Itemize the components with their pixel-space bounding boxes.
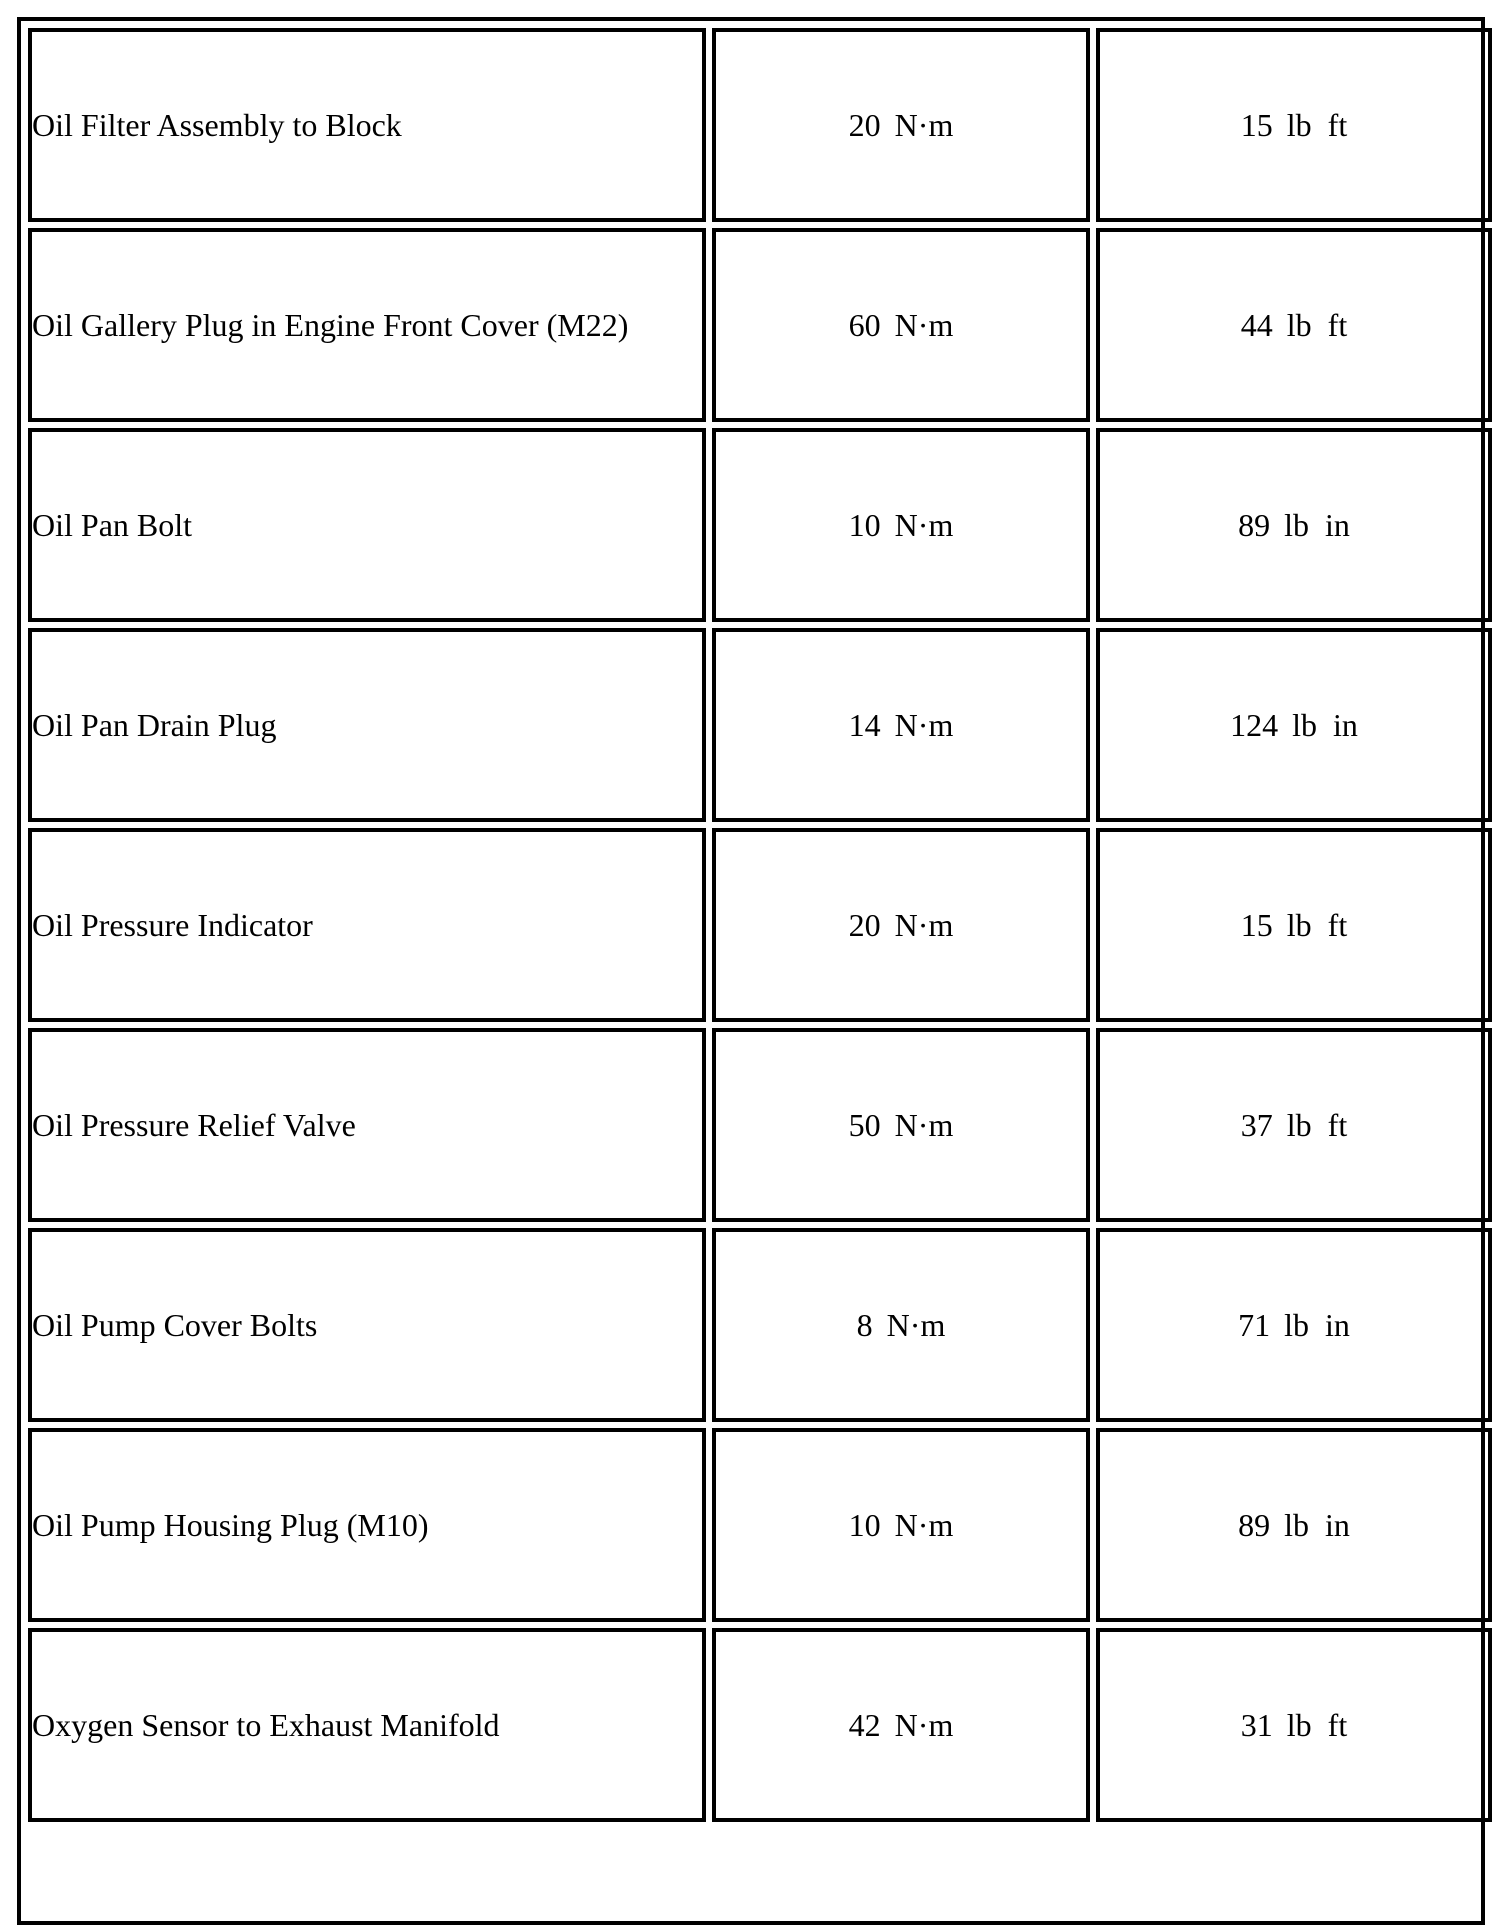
metric-value: 14 [848,707,881,743]
metric-torque-cell [712,228,1090,422]
metric-torque-cell [712,1628,1090,1822]
english-torque-cell [1096,1428,1492,1622]
fastener-name-cell [28,1428,706,1622]
english-unit: lb ft [1286,1707,1348,1743]
fastener-name: Oil Pan Bolt [32,507,193,543]
metric-unit: N·m [894,907,954,943]
english-unit: lb ft [1286,907,1348,943]
metric-torque-cell [712,628,1090,822]
english-torque-cell [1096,1228,1492,1422]
metric-unit: N·m [894,107,954,143]
fastener-name: Oil Pressure Indicator [32,907,313,943]
fastener-name-cell [28,428,706,622]
english-value: 124 [1230,707,1279,743]
metric-value: 20 [848,107,881,143]
metric-value: 10 [848,1507,881,1543]
metric-unit: N·m [894,707,954,743]
metric-torque-cell [712,1228,1090,1422]
table-row [28,1628,1492,1822]
table-row [28,28,1492,222]
torque-spec-table-frame [17,17,1485,1925]
english-value: 89 [1238,507,1271,543]
table-row [28,1228,1492,1422]
fastener-name-cell [28,628,706,822]
metric-torque-cell [712,28,1090,222]
fastener-name: Oxygen Sensor to Exhaust Manifold [32,1707,500,1743]
table-row [28,1028,1492,1222]
english-value: 44 [1240,307,1273,343]
metric-torque-cell [712,1028,1090,1222]
english-torque-cell [1096,628,1492,822]
metric-value: 20 [848,907,881,943]
english-torque-cell [1096,1028,1492,1222]
english-value: 15 [1240,907,1273,943]
metric-torque-cell [712,1428,1090,1622]
english-torque-cell [1096,28,1492,222]
english-value: 37 [1240,1107,1273,1143]
english-unit: lb in [1292,707,1358,743]
metric-value: 60 [848,307,881,343]
fastener-name-cell [28,228,706,422]
english-unit: lb in [1284,1507,1350,1543]
fastener-name: Oil Pump Housing Plug (M10) [32,1507,429,1543]
torque-spec-table [22,22,1498,1828]
fastener-name-cell [28,1628,706,1822]
english-value: 71 [1238,1307,1271,1343]
fastener-name-cell [28,28,706,222]
english-value: 15 [1240,107,1273,143]
fastener-name-cell [28,828,706,1022]
metric-unit: N·m [894,1507,954,1543]
metric-value: 10 [848,507,881,543]
table-row [28,428,1492,622]
table-row [28,1428,1492,1622]
table-row [28,228,1492,422]
english-torque-cell [1096,1628,1492,1822]
table-row [28,628,1492,822]
metric-unit: N·m [886,1307,946,1343]
fastener-name: Oil Filter Assembly to Block [32,107,402,143]
english-value: 31 [1240,1707,1273,1743]
metric-unit: N·m [894,507,954,543]
metric-unit: N·m [894,307,954,343]
english-torque-cell [1096,228,1492,422]
english-torque-cell [1096,428,1492,622]
english-value: 89 [1238,1507,1271,1543]
english-unit: lb ft [1286,307,1348,343]
english-unit: lb ft [1286,1107,1348,1143]
fastener-name-cell [28,1028,706,1222]
metric-torque-cell [712,428,1090,622]
metric-value: 8 [856,1307,873,1343]
metric-unit: N·m [894,1107,954,1143]
english-unit: lb ft [1286,107,1348,143]
fastener-name: Oil Pan Drain Plug [32,707,277,743]
fastener-name-cell [28,1228,706,1422]
fastener-name: Oil Pump Cover Bolts [32,1307,318,1343]
metric-value: 42 [848,1707,881,1743]
english-unit: lb in [1284,507,1350,543]
metric-value: 50 [848,1107,881,1143]
metric-torque-cell [712,828,1090,1022]
english-torque-cell [1096,828,1492,1022]
metric-unit: N·m [894,1707,954,1743]
fastener-name: Oil Gallery Plug in Engine Front Cover (M22) [32,307,629,343]
english-unit: lb in [1284,1307,1350,1343]
table-row [28,828,1492,1022]
fastener-name: Oil Pressure Relief Valve [32,1107,356,1143]
